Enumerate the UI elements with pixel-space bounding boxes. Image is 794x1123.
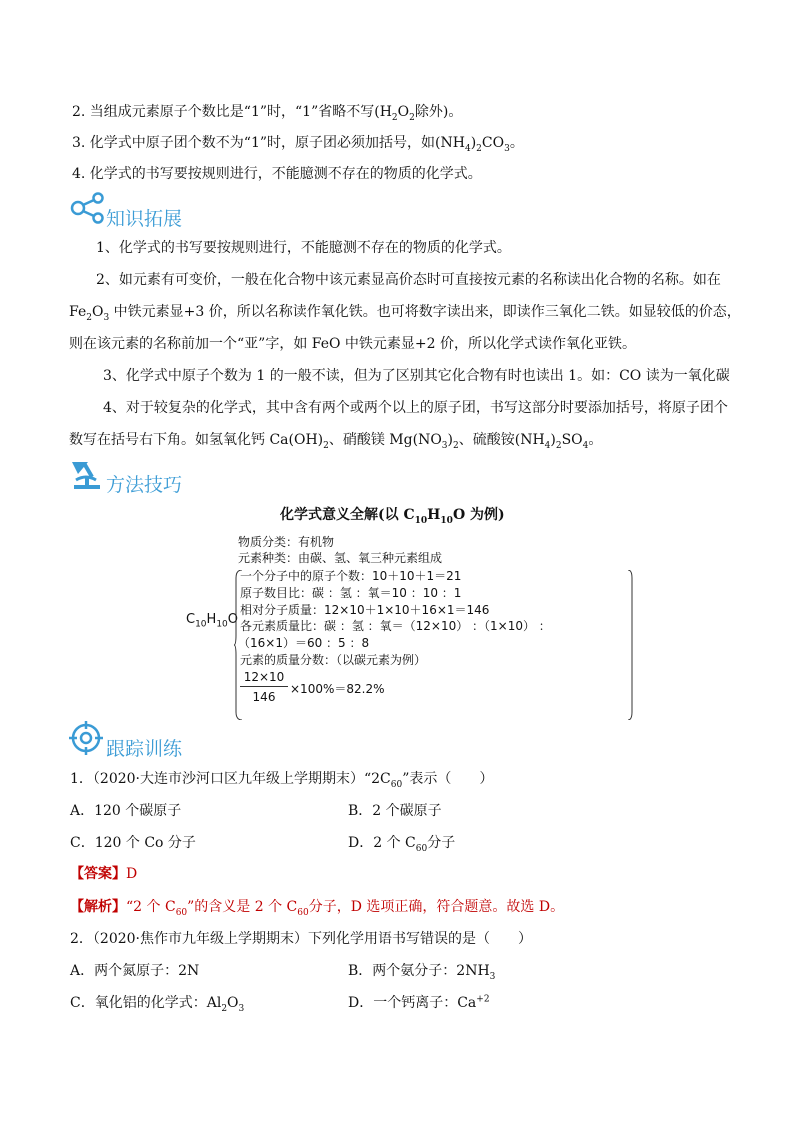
- fraction-bar: [240, 686, 288, 687]
- answer: 【答案】D: [70, 866, 138, 882]
- method-header: [68, 456, 268, 496]
- knowledge-p3: 3、化学式中原子个数为 1 的一般不读，但为了区别其它化合物有时也读出 1。如：CO 读为一氧化碳: [103, 368, 730, 384]
- knowledge-title: 知识拓展: [106, 208, 183, 230]
- training-title: 跟踪训练: [106, 738, 183, 760]
- meaning-line-4: 原子数目比：碳 ：氢 ：氧＝10 ：10 ：1: [240, 586, 462, 600]
- fraction-numerator: 12×10: [243, 670, 285, 684]
- share-icon: [70, 192, 106, 224]
- method-title: 方法技巧: [106, 474, 183, 496]
- knowledge-p2b: $Fe_2O_3$ 中铁元素显+3 价，所以名称读作氧化铁。也可将数字读出来，即读作三氧化二铁。如显较低的价态，: [69, 304, 741, 323]
- right-brace: [626, 570, 636, 720]
- knowledge-p4a: 4、对于较复杂的化学式，其中含有两个或两个以上的原子团，书写这部分时要添加括号，将原子团个: [103, 400, 728, 416]
- knowledge-p1: 1、化学式的书写要按规则进行，不能臆测不存在的物质的化学式。: [96, 240, 511, 256]
- box-title: 化学式意义全解(以 $C_{10}H_{10}O$ 为例): [280, 507, 505, 526]
- q2-option-a: A．两个氮原子：2N: [70, 963, 200, 979]
- q1-option-a: A．120 个碳原子: [70, 803, 182, 819]
- formula-label: $C_{10}H_{10}O$: [186, 612, 238, 630]
- rule-4: 4. 化学式的书写要按规则进行，不能臆测不存在的物质的化学式。: [72, 166, 482, 182]
- meaning-line-5: 相对分子质量：12×10＋1×10＋16×1＝146: [240, 603, 490, 617]
- microscope-icon: [68, 456, 104, 492]
- meaning-line-8: 元素的质量分数：（以碳元素为例）: [240, 653, 427, 667]
- meaning-line-3: 一个分子中的原子个数：10＋10＋1＝21: [240, 569, 462, 583]
- knowledge-p2c: 则在该元素的名称前加一个“亚”字，如 FeO 中铁元素显+2 价，所以化学式读作氧化亚铁。: [69, 336, 637, 352]
- target-icon: [68, 720, 104, 756]
- explanation: 【解析】“2 个 $C_{60}$”的含义是 2 个 $C_{60}$分子，D 选项正确，符合题意。故选 D。: [70, 899, 565, 918]
- meaning-line-1: 物质分类：有机物: [238, 535, 335, 549]
- knowledge-p2a: 2、如元素有可变价，一般在化合物中该元素显高价态时可直接按元素的名称读出化合物的名称。如在: [96, 272, 721, 288]
- q2-option-d: D．一个钙离子：$Ca^{+2}$: [348, 994, 490, 1011]
- fraction-denominator: 146: [252, 690, 276, 704]
- q1-option-b: B．2 个碳原子: [348, 803, 442, 819]
- meaning-line-2: 元素种类：由碳、氢、氧三种元素组成: [238, 551, 443, 565]
- q2-option-c: C．氧化铝的化学式：$Al_2O_3$: [70, 995, 245, 1014]
- q1-option-c: C．120 个 Co 分子: [70, 835, 196, 851]
- knowledge-header: [70, 192, 270, 228]
- q1-option-d: D．2 个 $C_{60}$分子: [348, 835, 456, 854]
- training-header: [68, 720, 268, 760]
- fraction-result: ×100%＝82.2%: [290, 682, 385, 696]
- rule-3: 3. 化学式中原子团个数不为“1”时，原子团必须加括号，如$(NH_4)_2CO_3$。: [72, 135, 524, 154]
- knowledge-p4b: 数写在括号右下角。如氢氧化钙 $Ca(OH)_2$、硝酸镁 $Mg(NO_3)_2$、硫酸铵$(NH_4)_2SO_4$。: [69, 432, 603, 451]
- question-1: 1．（2020·大连市沙河口区九年级上学期期末）“$2C_{60}$”表示（ ）: [70, 771, 494, 790]
- rule-2: 2. 当组成元素原子个数比是“1”时，“1”省略不写($H_2O_2$除外)。: [72, 104, 463, 123]
- question-2: 2．（2020·焦作市九年级上学期期末）下列化学用语书写错误的是（ ）: [70, 931, 532, 947]
- meaning-line-7: （16×1）＝60 ：5 ：8: [238, 636, 370, 650]
- meaning-line-6: 各元素质量比：碳 ：氢 ：氧＝（12×10） ：（1×10） ：: [240, 619, 551, 633]
- q2-option-b: B．两个氨分子：$2NH_3$: [348, 963, 496, 982]
